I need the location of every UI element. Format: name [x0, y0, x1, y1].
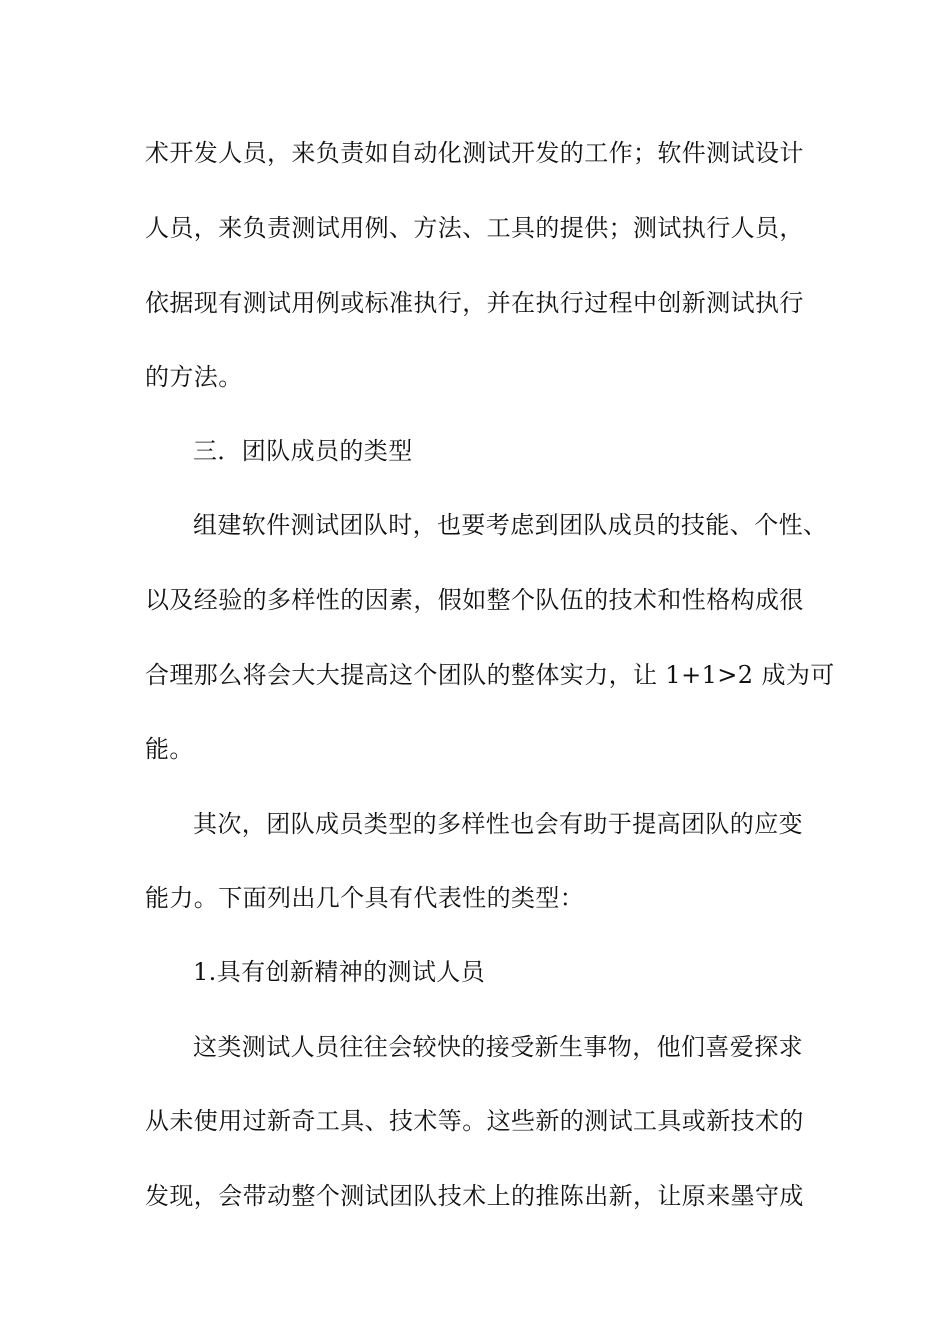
text-line-14: 从未使用过新奇工具、技术等。这些新的测试工具或新技术的	[145, 1107, 804, 1135]
text-line-10: 其次，团队成员类型的多样性也会有助于提高团队的应变	[193, 810, 803, 838]
text-line-2: 人员，来负责测试用例、方法、工具的提供；测试执行人员，	[145, 214, 804, 242]
subheading-1: 1.具有创新精神的测试人员	[193, 958, 486, 986]
text-line-3: 依据现有测试用例或标准执行，并在执行过程中创新测试执行	[145, 289, 804, 317]
text-line-8: 合理那么将会大大提高这个团队的整体实力，让 1+1>2 成为可	[145, 661, 835, 689]
text-line-6: 组建软件测试团队时，也要考虑到团队成员的技能、个性、	[193, 511, 828, 539]
text-line-11: 能力。下面列出几个具有代表性的类型：	[145, 884, 585, 912]
text-line-13: 这类测试人员往往会较快的接受新生事物，他们喜爱探求	[193, 1033, 803, 1061]
text-line-7: 以及经验的多样性的因素，假如整个队伍的技术和性格构成很	[145, 586, 804, 614]
text-line-15: 发现，会带动整个测试团队技术上的推陈出新，让原来墨守成	[145, 1182, 804, 1210]
text-line-9: 能。	[145, 735, 194, 763]
section-heading: 三．团队成员的类型	[193, 437, 413, 465]
text-line-4: 的方法。	[145, 363, 243, 391]
text-line-1: 术开发人员，来负责如自动化测试开发的工作；软件测试设计	[145, 139, 804, 167]
